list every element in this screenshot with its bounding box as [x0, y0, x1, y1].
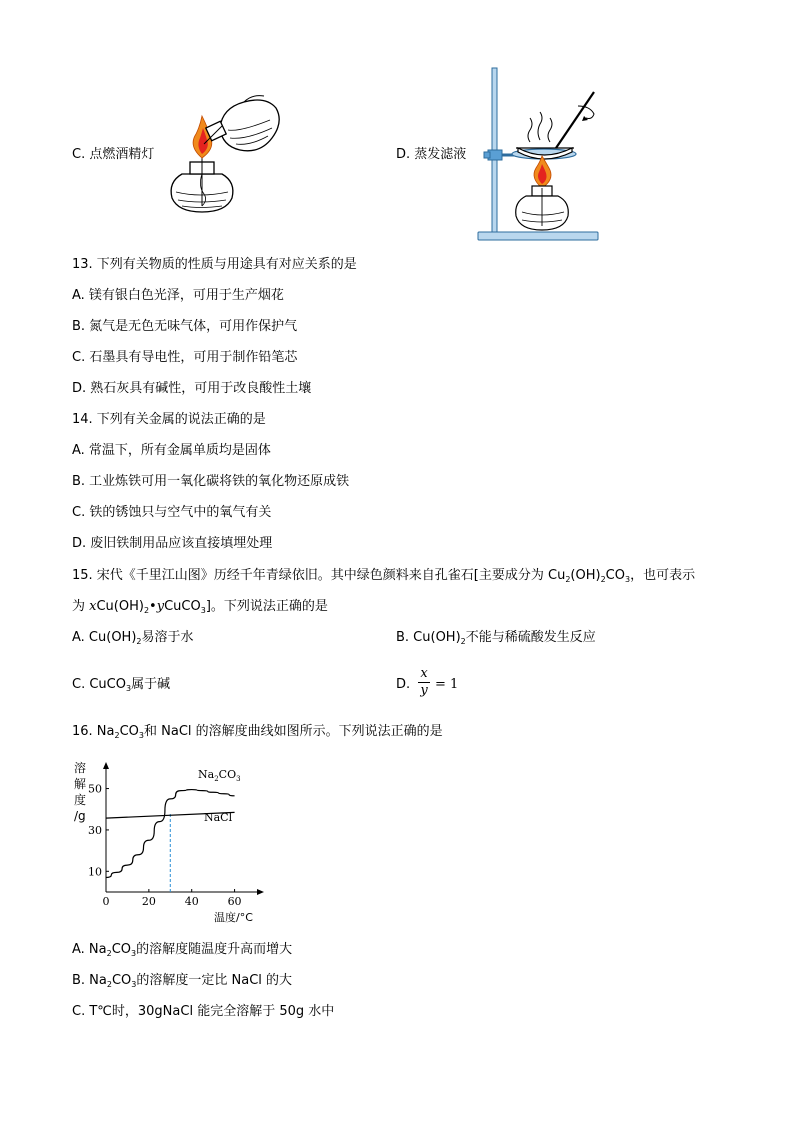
q15-option-d-label: D.	[396, 677, 411, 692]
q15-option-d-fraction	[418, 667, 430, 698]
q15-option-a: A. $Cu(OH)_2$易溶于水	[72, 630, 194, 646]
q15-option-b: B. $Cu(OH)_2$不能与稀硫酸发生反应	[396, 630, 596, 646]
x-axis-arrow	[257, 889, 264, 895]
q16-option-a: A. $Na_2CO_3$的溶解度随温度升高而增大	[72, 942, 293, 958]
fraction-denominator: y	[420, 683, 428, 698]
x-tick-label: 0	[102, 895, 110, 908]
q13-option-c: C. 石墨具有导电性，可用于制作铅笔芯	[72, 350, 298, 365]
q16-stem: 16. $Na_2CO_3$和 NaCl 的溶解度曲线如图所示。下列说法正确的是	[72, 724, 443, 740]
x-axis-label: 温度/°C	[214, 911, 253, 924]
y-tick-label: 30	[88, 823, 102, 837]
y-tick-label: 50	[88, 782, 102, 796]
q14-option-b: B. 工业炼铁可用一氧化碳将铁的氧化物还原成铁	[72, 474, 350, 489]
fraction-numerator: x	[420, 666, 428, 681]
x-tick-label: 60	[227, 895, 242, 908]
q13-option-d: D. 熟石灰具有碱性，可用于改良酸性土壤	[72, 381, 312, 396]
x-tick-label: 20	[141, 895, 156, 908]
q15-option-d-equals: = 1	[435, 677, 459, 692]
solubility-chart	[70, 755, 270, 925]
q13-stem: 13. 下列有关物质的性质与用途具有对应关系的是	[72, 257, 357, 272]
series-label-na2co3: $Na_2CO_3$	[198, 768, 241, 783]
evaporation-apparatus-illustration	[476, 66, 602, 244]
alcohol-lamp-lighting-illustration	[160, 94, 285, 216]
q13-option-a: A. 镁有银白色光泽，可用于生产烟花	[72, 288, 284, 303]
option-c-light-alcohol-lamp: C. 点燃酒精灯	[72, 147, 155, 162]
y-tick-label: 10	[88, 865, 102, 879]
q14-stem: 14. 下列有关金属的说法正确的是	[72, 412, 266, 427]
y-axis-label-char-2: 解	[74, 777, 87, 791]
q16-option-c: C. T℃时，30gNaCl 能完全溶解于 50g 水中	[72, 1004, 335, 1019]
q15-option-c: C. CuCO$_3$属于碱	[72, 677, 171, 693]
series-label-nacl: NaCl	[204, 811, 233, 824]
y-axis-label-char-1: 溶	[74, 761, 87, 775]
chart-ticks	[88, 783, 242, 908]
chart-series	[106, 790, 235, 892]
y-axis-label-char-3: 度	[74, 793, 87, 807]
y-axis-label-char-4: /g	[74, 809, 86, 823]
q15-stem-line1: 15. 宋代《千里江山图》历经千年青绿依旧。其中绿色颜料来自孔雀石[主要成分为 $Cu_2(OH)_2CO_3$，也可表示	[72, 568, 696, 584]
option-d-evaporate-filtrate: D. 蒸发滤液	[396, 147, 467, 162]
y-axis-arrow	[103, 762, 109, 769]
q14-option-c: C. 铁的锈蚀只与空气中的氧气有关	[72, 505, 272, 520]
q16-option-b: B. $Na_2CO_3$的溶解度一定比 NaCl 的大	[72, 973, 293, 989]
q14-option-a: A. 常温下，所有金属单质均是固体	[72, 443, 271, 458]
q13-option-b: B. 氮气是无色无味气体，可用作保护气	[72, 319, 298, 334]
q14-option-d: D. 废旧铁制用品应该直接填埋处理	[72, 536, 273, 551]
q15-stem-line2: 为 $xCu(OH)_2•yCuCO_3$]。下列说法正确的是	[72, 599, 328, 615]
x-tick-label: 40	[184, 895, 199, 908]
